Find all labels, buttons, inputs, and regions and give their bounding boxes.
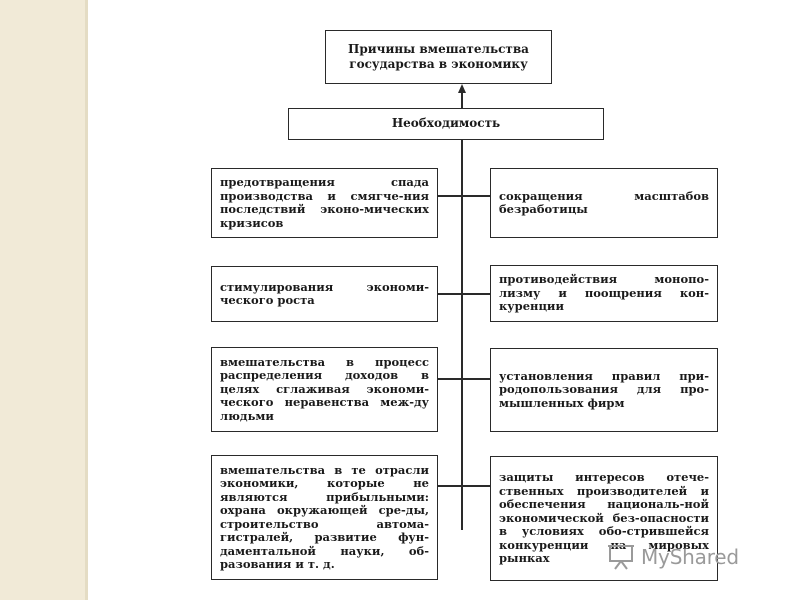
necessity-label: Необходимость — [391, 116, 501, 131]
left-item-text: предотвращения спада производства и смягче-ния последствий эконо-мических кризисов — [220, 175, 429, 230]
connector-left-1 — [437, 195, 462, 197]
right-item-text: противодействия монопо-лизму и поощрения кон-куренции — [499, 272, 709, 314]
right-item-text: установления правил при-родопользования для про-мышленных фирм — [499, 368, 709, 410]
myshared-watermark — [607, 540, 772, 574]
up-arrow-head — [458, 84, 466, 93]
left-decorative-strip — [0, 0, 88, 600]
diagram-title-box — [325, 30, 552, 84]
right-item-text: защиты интересов отече-ственных производителей и обеспечения националь-ной экономической без-опасности в условиях обо-стрившейся конкуренции на мировых рынках — [499, 470, 709, 566]
connector-right-2 — [462, 293, 491, 295]
necessity-box — [288, 108, 604, 140]
connector-left-2 — [437, 293, 462, 295]
connector-left-3 — [437, 378, 462, 380]
right-item-text: сокращения масштабов безработицы — [499, 188, 709, 216]
connector-right-3 — [462, 378, 491, 380]
presentation-board-icon — [607, 544, 635, 570]
left-item-text: стимулирования экономи-ческого роста — [220, 279, 429, 307]
watermark-text: MyShared — [641, 545, 739, 569]
diagram-title: Причины вмешательства государства в экономику — [348, 42, 529, 71]
left-item-text: вмешательства в те отрасли экономики, которые не являются прибыльными: охрана окружающей сре-ды, строительство автома-гистралей, развитие фун-даментальной науки, об-разования и т. д. — [220, 462, 429, 571]
left-item-box-1 — [211, 168, 438, 238]
left-item-box-4 — [211, 455, 438, 580]
right-item-box-2 — [490, 265, 718, 322]
connector-right-1 — [462, 195, 491, 197]
right-item-box-3 — [490, 348, 718, 432]
connector-left-4 — [437, 485, 462, 487]
left-item-box-2 — [211, 266, 438, 322]
left-item-box-3 — [211, 347, 438, 432]
connector-right-4 — [462, 485, 491, 487]
arrow-shaft — [461, 92, 463, 108]
right-item-box-1 — [490, 168, 718, 238]
left-item-text: вмешательства в процесс распределения доходов в целях сглаживая экономи-ческого неравенства меж-ду людьми — [220, 354, 429, 423]
vertical-trunk — [461, 140, 463, 530]
